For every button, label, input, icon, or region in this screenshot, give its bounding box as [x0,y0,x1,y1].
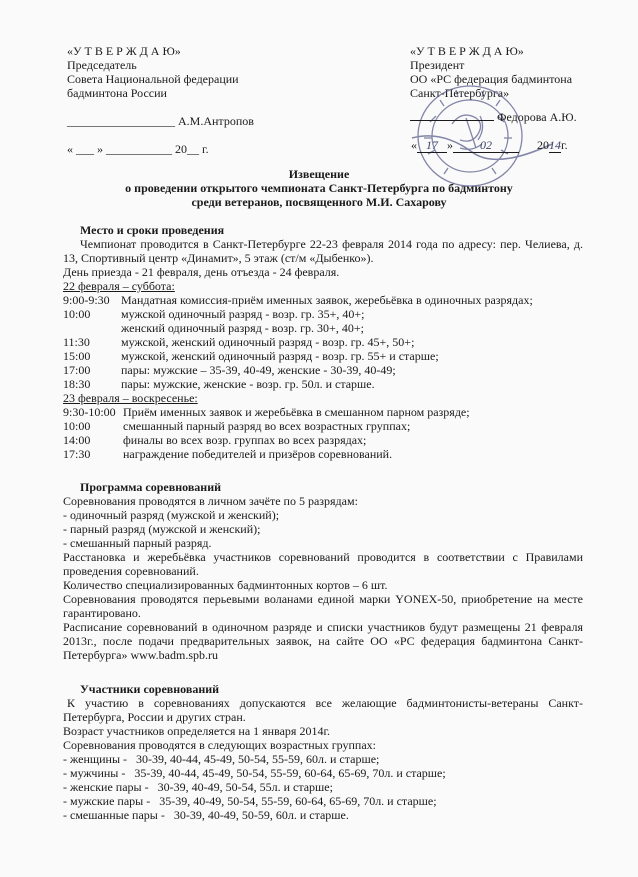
approval-left [67,44,327,156]
schedule-row: 9:30-10:00 Приём именных заявок и жеребьёвка в смешанном парном разряде; [63,405,470,419]
approval-left-title-3: бадминтона России [67,86,167,100]
age-group-row: - мужские пары - 35-39, 40-49, 50-54, 55-59, 60-64, 65-69, 70л. и старше; [63,794,437,808]
approval-right-signature: Федорова А.Ю. [497,110,577,124]
program-item: - смешанный парный разряд. [63,536,212,550]
date-year: 14 [549,138,561,152]
approval-right-heading: «У Т В Е Р Ж Д А Ю» [410,44,524,58]
schedule-row: 11:30 мужской, женский одиночный разряд - возр. гр. 45+, 50+; [63,335,415,349]
document-title [0,167,638,209]
section-participants [63,682,583,822]
schedule-row: 10:00 мужской одиночный разряд - возр. гр. 35+, 40+; [63,307,365,321]
age-group-row: - женские пары - 30-39, 40-49, 50-54, 55л. и старше; [63,780,333,794]
age-group-row: - смешанные пары - 30-39, 40-49, 50-59, 60л. и старше. [63,808,349,822]
date-open-quote: « [411,138,417,152]
title-line-2: о проведении открытого чемпионата Санкт-Петербурга по бадминтону [125,181,513,195]
schedule-row: 9:00-9:30 Мандатная комиссия-приём именных заявок, жеребьёвка в одиночных разрядах; [63,293,533,307]
date-close-quote: » [447,138,453,152]
approval-right-title-1: Президент [410,58,465,72]
approval-left-heading: «У Т В Е Р Ж Д А Ю» [67,44,181,58]
program-paragraph-3: Соревнования проводятся перьевыми воланами единой марки YONEX-50, приобретение на месте гарантировано. [63,592,583,620]
schedule-row: 10:00 смешанный парный разряд во всех возрастных группах; [63,419,411,433]
approval-left-title-2: Совета Национальной федерации [67,72,239,86]
schedule-row: 17:30 награждение победителей и призёров соревнований. [63,447,393,461]
schedule-row: женский одиночный разряд - возр. гр. 30+, 40+; [121,321,364,335]
date-day: 17 [417,138,447,153]
approval-right-title-3: Санкт-Петербурга» [410,86,510,100]
approval-right [410,44,610,100]
program-item: - парный разряд (мужской и женский); [63,522,261,536]
program-paragraph-4: Расписание соревнований в одиночном разряде и списки участников будут размещены 21 февраля 2013г., после подачи предварительных заявок, на сайте ОО «РС федерация бадминтона Санкт-Петербурга» www.badm.spb.ru [63,620,583,662]
section-place [63,223,583,461]
program-item: - одиночный разряд (мужской и женский); [63,508,280,522]
program-heading: Программа соревнований [80,480,222,494]
section-program [63,480,583,662]
approval-right-title-2: ОО «РС федерация бадминтона [410,72,573,86]
date-month: 02 [453,138,519,153]
signature-underline [410,120,494,121]
program-paragraph-2: Количество специализированных бадминтонных кортов – 6 шт. [63,578,388,592]
day1-heading: 22 февраля – суббота: [63,279,175,293]
place-arrival: День приезда - 21 февраля, день отъезда - 24 февраля. [63,265,340,279]
schedule-row: 18:30 пары: мужские, женские - возр. гр. 50л. и старше. [63,377,375,391]
schedule-row: 17:00 пары: мужские – 35-39, 40-49, женские - 30-39, 40-49; [63,363,396,377]
date-suffix: г. [561,138,568,152]
participants-paragraph-3: Соревнования проводятся в следующих возрастных группах: [63,738,376,752]
age-group-row: - женщины - 30-39, 40-44, 45-49, 50-54, 55-59, 60л. и старше; [63,752,380,766]
day2-heading: 23 февраля – воскресенье: [63,391,198,405]
approval-right-date [411,138,568,153]
schedule-row: 15:00 мужской, женский одиночный разряд - возр. гр. 55+ и старше; [63,349,439,363]
approval-left-title-1: Председатель [67,58,137,72]
participants-paragraph-2: Возраст участников определяется на 1 января 2014г. [63,724,331,738]
title-line-3: среди ветеранов, посвященного М.И. Сахарову [191,195,447,209]
age-group-row: - мужчины - 35-39, 40-44, 45-49, 50-54, 55-59, 60-64, 65-69, 70л. и старше; [63,766,446,780]
program-paragraph-1: Расстановка и жеребьёвка участников соревнований проводится в соответствии с Правилами проведения соревнований. [63,550,583,578]
approval-left-date: « ___ » ___________ 20__ г. [67,142,209,156]
title-line-1: Извещение [288,167,350,181]
place-paragraph: Чемпионат проводится в Санкт-Петербурге 22-23 февраля 2014 года по адресу: пер. Челиева, д. 13, Спортивный центр «Динамит», 5 этаж (ст/м «Дыбенко»). [63,237,583,265]
approval-left-signature: __________________ А.М.Антропов [67,114,254,128]
participants-heading: Участники соревнований [80,682,220,696]
participants-paragraph-1: К участию в соревнованиях допускаются все желающие бадминтонисты-ветераны Санкт-Петербурга, России и других стран. [63,696,583,724]
date-year-prefix: 20 [537,138,549,152]
schedule-row: 14:00 финалы во всех возр. группах во всех разрядах; [63,433,367,447]
program-intro: Соревнования проводятся в личном зачёте по 5 разрядам: [63,494,358,508]
place-heading: Место и сроки проведения [80,223,225,237]
